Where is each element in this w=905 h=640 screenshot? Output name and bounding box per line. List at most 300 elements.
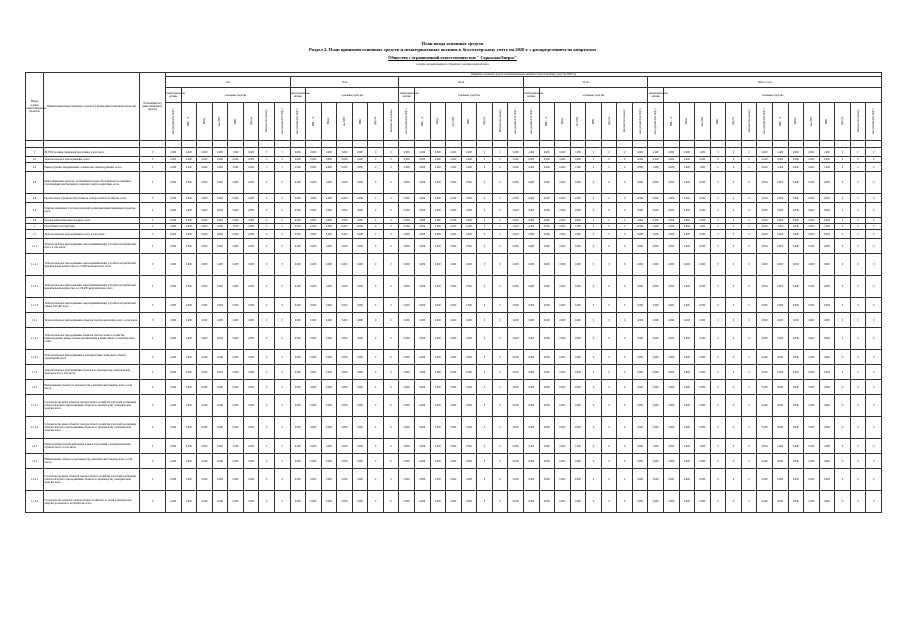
row-name: Инвестиционные проекты, реализация которых обуславливается схемами и программами перспективного развития электроэнергетики, всего (44, 172, 140, 194)
row-value: 0,000 (461, 239, 477, 254)
row-value: 0,000 (212, 380, 228, 395)
row-value: 0 (492, 350, 508, 365)
row-value: 0,000 (290, 157, 306, 163)
row-value: 0,000 (415, 254, 431, 276)
row-value: 0,000 (523, 276, 539, 298)
row-value: 0,000 (337, 230, 353, 239)
row-id: Г (140, 439, 166, 454)
row-value: 1,000 (570, 163, 586, 172)
row-value: 0,000 (508, 454, 524, 469)
row-value: 0,000 (804, 163, 820, 172)
table-row (26, 230, 882, 239)
row-id: Г (140, 380, 166, 395)
row-value: 0 (477, 224, 493, 230)
row-value: 0,000 (399, 203, 415, 218)
row-value: 0,000 (399, 239, 415, 254)
row-value: 0,000 (695, 194, 711, 203)
row-value: 0,000 (555, 224, 571, 230)
row-value: 0,000 (228, 172, 244, 194)
table-row (26, 276, 882, 298)
unit-header: Мвар (430, 103, 446, 141)
row-value: 2,400 (772, 163, 788, 172)
row-value: 0,000 (648, 157, 664, 163)
row-id: Г (140, 163, 166, 172)
row-value: 0,000 (352, 203, 368, 218)
row-value: 0,000 (243, 395, 259, 417)
row-value: 0,000 (166, 254, 182, 276)
column-number (523, 141, 539, 148)
row-code: 1 (26, 224, 44, 230)
row-value: 0,000 (243, 298, 259, 313)
row-value: 0,000 (228, 254, 244, 276)
row-value: 0 (368, 194, 384, 203)
unit-header: млн рублей (без НДС) (290, 103, 306, 141)
row-value: 0,000 (555, 218, 571, 224)
row-value: 0 (710, 395, 726, 417)
row-value: 0,000 (664, 157, 680, 163)
row-value: 0 (586, 230, 602, 239)
row-value: 0 (726, 172, 742, 194)
row-value: 0,000 (399, 163, 415, 172)
row-value: 0 (586, 194, 602, 203)
row-id: Г (140, 230, 166, 239)
row-value: 0 (259, 365, 275, 380)
row-value: 0,000 (228, 276, 244, 298)
row-value: 0 (726, 276, 742, 298)
row-value: 0,000 (228, 239, 244, 254)
row-value: 0,000 (321, 298, 337, 313)
row-value: 0 (866, 365, 882, 380)
table-row (26, 313, 882, 328)
row-value: 2,400 (772, 439, 788, 454)
row-value: 0,000 (804, 194, 820, 203)
row-value: 0,000 (243, 218, 259, 224)
row-value: 0 (617, 454, 633, 469)
row-code: 1.1.1.2 (26, 276, 44, 298)
row-value: 0,000 (197, 218, 213, 224)
row-value: 0 (726, 454, 742, 469)
row-value: 0 (617, 194, 633, 203)
row-value: 0 (866, 350, 882, 365)
row-value: 0,000 (243, 230, 259, 239)
row-value: 0,000 (197, 230, 213, 239)
row-value: 5 (274, 163, 290, 172)
row-value: 0,000 (508, 365, 524, 380)
row-value: 0 (259, 491, 275, 513)
row-value: 0 (850, 148, 866, 157)
row-value: 0,000 (523, 313, 539, 328)
row-value: 0,000 (632, 328, 648, 350)
row-value: 0,000 (632, 313, 648, 328)
row-value: 0,000 (819, 218, 835, 224)
row-value: 0 (710, 417, 726, 439)
row-value: 0,000 (446, 350, 462, 365)
row-name: Технологическое присоединение объектов электроэнергетики, всего, в том числе: (44, 313, 140, 328)
row-value: 0,000 (212, 350, 228, 365)
row-value: 0,000 (757, 439, 773, 454)
row-value: 0,000 (539, 172, 555, 194)
row-value: 0,000 (181, 350, 197, 365)
row-value: 0,000 (555, 239, 571, 254)
column-number (197, 141, 213, 148)
row-value: 0,000 (212, 157, 228, 163)
row-value: 0 (477, 194, 493, 203)
row-value: 0,000 (539, 203, 555, 218)
row-value: 0 (741, 298, 757, 313)
column-number (679, 141, 695, 148)
row-value: 0,000 (804, 328, 820, 350)
row-value: 0 (492, 276, 508, 298)
row-id: Г (140, 239, 166, 254)
row-value: 0,000 (632, 218, 648, 224)
row-value: 0,000 (430, 224, 446, 230)
row-value: 0 (274, 172, 290, 194)
row-value: 0,000 (679, 365, 695, 380)
unit-header: Другое (835, 103, 851, 141)
row-value: 0,000 (804, 417, 820, 439)
row-value: 0,000 (555, 417, 571, 439)
column-number (368, 141, 384, 148)
row-value: 0 (850, 224, 866, 230)
row-value: 0 (601, 439, 617, 454)
row-value: 0,000 (430, 157, 446, 163)
row-value: 0,000 (399, 230, 415, 239)
row-value: 0,000 (664, 454, 680, 469)
plan-table-wrapper (25, 72, 881, 513)
row-code: 0.4 (26, 194, 44, 203)
row-value: 0,000 (648, 365, 664, 380)
column-number (477, 141, 493, 148)
row-value: 0,000 (757, 313, 773, 328)
row-value: 0,000 (352, 350, 368, 365)
quarter-header: III кв (399, 77, 524, 88)
row-value: 0,000 (679, 276, 695, 298)
row-value: 0,000 (664, 172, 680, 194)
row-value: 0,000 (337, 239, 353, 254)
row-value: 0 (492, 439, 508, 454)
row-value: 0,000 (523, 491, 539, 513)
row-value: 0 (586, 203, 602, 218)
row-value: 0,000 (212, 239, 228, 254)
row-value: 0,000 (352, 417, 368, 439)
row-value: 0,000 (819, 395, 835, 417)
row-value: 0,000 (555, 230, 571, 239)
table-row (26, 491, 882, 513)
row-value: 0,000 (679, 148, 695, 157)
row-value: 0 (617, 163, 633, 172)
row-value: 0,000 (461, 350, 477, 365)
row-value: 0,000 (819, 172, 835, 194)
row-value: 0,000 (337, 491, 353, 513)
row-value: 0,000 (539, 454, 555, 469)
row-value: 0,000 (788, 157, 804, 163)
table-row (26, 148, 882, 157)
row-value: 0,000 (508, 469, 524, 491)
row-value: 0 (274, 417, 290, 439)
row-value: 0 (710, 239, 726, 254)
unit-header: млн рублей (без НДС) (866, 103, 882, 141)
row-value: 0 (383, 194, 399, 203)
row-value: 0,000 (539, 328, 555, 350)
row-value: 0 (492, 230, 508, 239)
row-value: 0,000 (804, 203, 820, 218)
table-row (26, 454, 882, 469)
row-value: 0,000 (555, 491, 571, 513)
row-value: 0,000 (632, 365, 648, 380)
row-value: 0,000 (197, 239, 213, 254)
row-value: 0,000 (555, 157, 571, 163)
row-value: 0 (710, 254, 726, 276)
column-number (44, 141, 140, 148)
row-value: 0,000 (306, 148, 322, 157)
row-value: 0 (274, 350, 290, 365)
row-value: 0,000 (788, 172, 804, 194)
row-value: 0,000 (399, 395, 415, 417)
row-name: Технологическое присоединение энергопринимающих устройств потребителей, всего, в том числе: (44, 239, 140, 254)
row-value: 0 (835, 230, 851, 239)
row-value: 0 (586, 148, 602, 157)
row-value: 0,000 (337, 395, 353, 417)
row-value: 0 (726, 254, 742, 276)
row-value: 0,000 (679, 454, 695, 469)
row-value: 0,000 (166, 230, 182, 239)
row-value: 0,000 (415, 203, 431, 218)
row-value: 0,000 (804, 218, 820, 224)
row-value: 0 (259, 328, 275, 350)
row-value: 0,000 (166, 417, 182, 439)
row-value: 0,000 (352, 439, 368, 454)
row-value: 0,000 (523, 230, 539, 239)
row-value: 0,000 (166, 218, 182, 224)
row-value: 0,000 (664, 276, 680, 298)
row-value: 0,000 (461, 203, 477, 218)
row-value: 0 (586, 172, 602, 194)
row-value: 0,000 (166, 439, 182, 454)
row-value: 0,000 (664, 194, 680, 203)
row-value: 0 (259, 417, 275, 439)
row-value: 0 (866, 163, 882, 172)
row-value: 0,000 (228, 328, 244, 350)
row-value: 0,000 (664, 163, 680, 172)
row-value: 0,000 (306, 454, 322, 469)
row-value: 0 (274, 491, 290, 513)
row-value: 0 (477, 148, 493, 157)
col-name-header: Наименование инвестиционного проекта (группы инвестиционных проектов) (44, 73, 140, 141)
row-value: 0,000 (772, 239, 788, 254)
row-value: 0,000 (570, 328, 586, 350)
row-value: 6,400 (181, 224, 197, 230)
unit-header: млн рублей (без НДС) (399, 103, 415, 141)
row-value: 0,000 (555, 298, 571, 313)
row-value: 2,400 (523, 224, 539, 230)
row-value: 0,000 (181, 313, 197, 328)
row-value: 0 (866, 148, 882, 157)
row-value: 0 (586, 254, 602, 276)
row-value: 0,000 (181, 172, 197, 194)
row-value: 0,000 (757, 365, 773, 380)
column-number (446, 141, 462, 148)
row-value: 0 (835, 469, 851, 491)
row-value: 0,000 (788, 194, 804, 203)
row-value: 0,000 (804, 491, 820, 513)
row-value: 0 (383, 313, 399, 328)
row-value: 0,000 (772, 328, 788, 350)
row-value: 0,000 (804, 254, 820, 276)
row-value: 0,000 (523, 350, 539, 365)
row-value: 0 (741, 439, 757, 454)
row-value: 0 (601, 276, 617, 298)
row-value: 2,400 (648, 163, 664, 172)
row-value: 0,000 (415, 350, 431, 365)
row-value: 0,000 (461, 218, 477, 224)
row-value: 0,000 (461, 328, 477, 350)
row-value: 0,000 (772, 380, 788, 395)
row-value: 0,000 (212, 163, 228, 172)
row-value: 0,000 (228, 417, 244, 439)
row-code: 1.1.2.2 (26, 350, 44, 365)
row-value: 0,000 (757, 350, 773, 365)
row-value: 0,000 (461, 417, 477, 439)
row-value: 0 (850, 230, 866, 239)
row-value: 0 (835, 163, 851, 172)
row-value: 0,000 (399, 157, 415, 163)
row-value: 0,000 (664, 328, 680, 350)
row-value: 0,000 (555, 395, 571, 417)
row-value: 0 (368, 313, 384, 328)
row-value: 0 (492, 224, 508, 230)
row-value: 0 (617, 469, 633, 491)
unit-header: Другое (601, 103, 617, 141)
row-value: 0 (866, 230, 882, 239)
row-value: 0 (383, 380, 399, 395)
row-value: 0 (710, 313, 726, 328)
row-value: 0,000 (290, 194, 306, 203)
row-value: 0,000 (415, 469, 431, 491)
row-value: 0 (850, 491, 866, 513)
row-value: 0 (601, 380, 617, 395)
row-value: 0,000 (166, 239, 182, 254)
row-value: 0 (383, 276, 399, 298)
row-value: 0 (368, 350, 384, 365)
row-value: 0 (850, 203, 866, 218)
row-value: 0,000 (197, 254, 213, 276)
row-value: 0,000 (555, 172, 571, 194)
row-value: 0,000 (772, 469, 788, 491)
row-value: 0 (710, 365, 726, 380)
row-value: 0,000 (243, 194, 259, 203)
row-value: 0,000 (632, 203, 648, 218)
row-value: 0,000 (352, 380, 368, 395)
row-value: 0,000 (570, 218, 586, 224)
row-value: 0 (866, 380, 882, 395)
row-value: 0 (866, 313, 882, 328)
row-value: 0,000 (306, 254, 322, 276)
row-value: 0,000 (399, 469, 415, 491)
row-value: 0 (477, 313, 493, 328)
row-value: 0,000 (197, 172, 213, 194)
row-value: 0,000 (212, 254, 228, 276)
row-value: 0,000 (197, 313, 213, 328)
row-value: 0,000 (352, 157, 368, 163)
row-value: 0,000 (430, 439, 446, 454)
row-value: 0,000 (664, 218, 680, 224)
row-name: Технологическое присоединение объектов по производству электрической энергии всего, в том числе: (44, 365, 140, 380)
row-value: 0,000 (399, 454, 415, 469)
row-value: 0,000 (212, 491, 228, 513)
row-value: 0 (741, 395, 757, 417)
row-value: 0 (850, 350, 866, 365)
row-id: Г (140, 454, 166, 469)
row-value: 0,000 (788, 313, 804, 328)
row-value: 0,000 (664, 239, 680, 254)
row-value: 0,000 (306, 417, 322, 439)
row-value: 0 (368, 148, 384, 157)
row-value: 0,000 (695, 172, 711, 194)
row-value: 0,000 (430, 276, 446, 298)
row-value: 0,000 (415, 230, 431, 239)
row-value: 0,000 (337, 172, 353, 194)
row-value: 0,000 (337, 328, 353, 350)
row-value: 0,000 (446, 365, 462, 380)
row-value: 0,000 (555, 380, 571, 395)
row-value: 0,000 (430, 254, 446, 276)
row-value: 0,000 (446, 224, 462, 230)
row-value: 0 (586, 469, 602, 491)
company-note: полное наименование субъекта электроэнергетики (416, 62, 489, 66)
row-value: 0,000 (243, 148, 259, 157)
row-value: 0,000 (399, 313, 415, 328)
row-value: 0,000 (430, 454, 446, 469)
unit-header: Другое (243, 103, 259, 141)
row-value: 0 (477, 254, 493, 276)
row-value: 1,000 (570, 148, 586, 157)
row-value: 0 (601, 491, 617, 513)
row-value: 0 (477, 469, 493, 491)
row-value: 0,000 (290, 298, 306, 313)
row-value: 3 (259, 439, 275, 454)
row-value: 0,000 (321, 163, 337, 172)
row-value: 0,000 (632, 194, 648, 203)
unit-header: Количество единиц (383, 103, 399, 141)
row-value: 0,000 (415, 313, 431, 328)
row-value: 0,000 (243, 328, 259, 350)
row-value: 0 (835, 350, 851, 365)
row-value: 0,000 (337, 157, 353, 163)
row-value: 0,000 (321, 313, 337, 328)
row-value: 0,000 (461, 395, 477, 417)
row-value: 0,000 (337, 148, 353, 157)
unit-header: млн рублей (без НДС) (166, 103, 182, 141)
row-value: 0 (477, 276, 493, 298)
row-value: 0 (601, 417, 617, 439)
row-value: 0,000 (772, 254, 788, 276)
row-value: 0,000 (788, 230, 804, 239)
row-name: ВСЕГО по инвестиционной программе, в том числе: (44, 148, 140, 157)
row-value: 0 (274, 157, 290, 163)
row-value: 0 (710, 454, 726, 469)
row-value: 0 (710, 172, 726, 194)
row-value: 0,000 (228, 203, 244, 218)
column-number (243, 141, 259, 148)
row-value: 0,000 (539, 491, 555, 513)
row-value: 0 (726, 469, 742, 491)
row-value: 0,000 (166, 148, 182, 157)
row-value: 0,000 (228, 230, 244, 239)
row-value: 0,000 (321, 157, 337, 163)
row-value: 0 (477, 230, 493, 239)
row-value: 0,000 (804, 380, 820, 395)
row-value: 0,000 (772, 194, 788, 203)
